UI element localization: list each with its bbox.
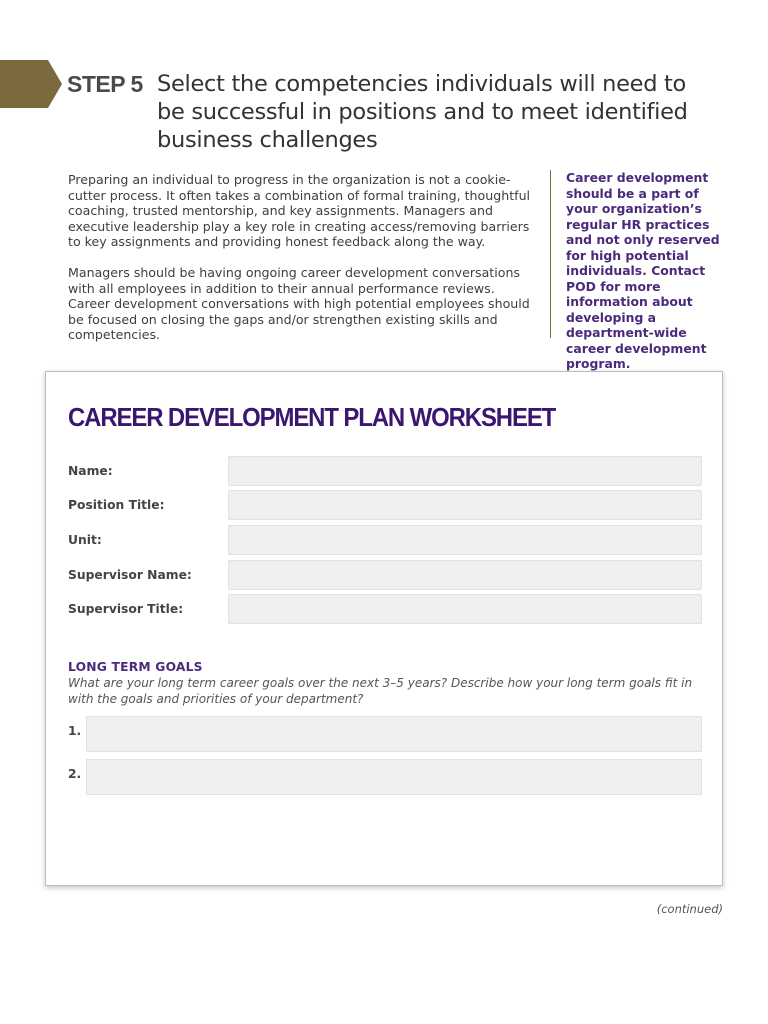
- field-row-unit: [68, 525, 702, 555]
- goal-row-1: [68, 716, 702, 752]
- supervisor-name-label: Supervisor Name:: [68, 568, 192, 582]
- intro-text: [68, 172, 540, 358]
- goal-row-2: [68, 759, 702, 795]
- position-title-label: Position Title:: [68, 498, 165, 512]
- field-row-name: [68, 456, 702, 486]
- unit-field[interactable]: [228, 525, 702, 555]
- intro-paragraph-2: Managers should be having ongoing career development conversations with all employees in addition to their annual performance reviews. Career development conversations with high potential employees should be focused on closing the gaps and/or strengthen existing skills and competencies.: [68, 264, 530, 343]
- goal-number-2: 2.: [68, 767, 82, 781]
- supervisor-name-field[interactable]: [228, 560, 702, 590]
- name-field[interactable]: [228, 456, 702, 486]
- unit-label: Unit:: [68, 533, 102, 547]
- intro-paragraph-1: Preparing an individual to progress in the organization is not a cookie-cutter process. It often takes a combination of formal training, thoughtful coaching, trusted mentorship, and key assignments. Managers and executive leadership play a key role in creating access/removing barriers to key assignments and providing honest feedback along the way.: [68, 172, 531, 250]
- worksheet-card: [45, 371, 723, 886]
- callout-box: [550, 170, 728, 371]
- name-label: Name:: [68, 464, 113, 478]
- field-row-supervisor-name: [68, 560, 702, 590]
- worksheet-title: CAREER DEVELOPMENT PLAN WORKSHEET: [68, 402, 556, 432]
- goal-1-field[interactable]: [86, 716, 702, 752]
- position-title-field[interactable]: [228, 490, 702, 520]
- callout-text: Career development should be a part of your organization’s regular HR practices and not only reserved for high potential individuals. Contact POD for more information about developing a department-wide career development program.: [566, 170, 720, 371]
- supervisor-title-label: Supervisor Title:: [68, 602, 184, 616]
- step-tab-marker: [0, 60, 62, 108]
- step-label: STEP 5: [67, 71, 143, 97]
- goal-number-1: 1.: [68, 724, 82, 738]
- long-term-goals-heading: LONG TERM GOALS: [68, 660, 203, 674]
- step-title: Select the competencies individuals will need to be successful in positions and to meet identified business challenges: [157, 71, 688, 153]
- field-row-position-title: [68, 490, 702, 520]
- goal-2-field[interactable]: [86, 759, 702, 795]
- supervisor-title-field[interactable]: [228, 594, 702, 624]
- long-term-goals-description: What are your long term career goals over the next 3–5 years? Describe how your long term goals fit in with the goals and priorities of your department?: [68, 676, 693, 706]
- continued-note: (continued): [656, 902, 723, 916]
- field-row-supervisor-title: [68, 594, 702, 624]
